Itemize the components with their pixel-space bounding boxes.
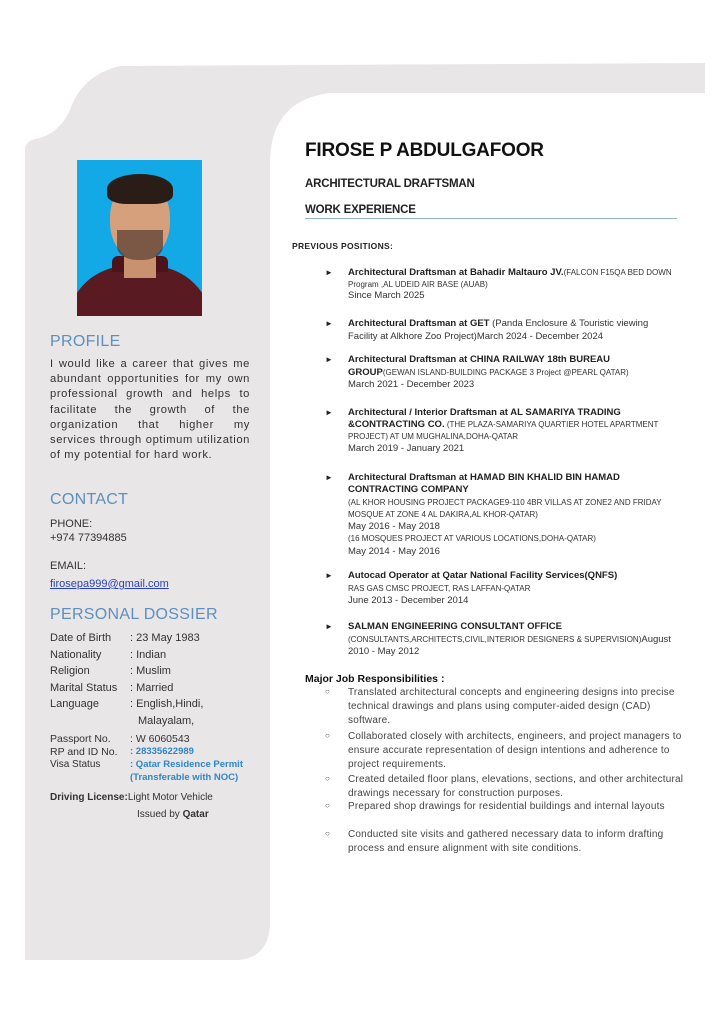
responsibility-item bbox=[325, 730, 685, 771]
dossier-section bbox=[50, 606, 250, 820]
issued-by-country: Qatar bbox=[182, 809, 209, 820]
header bbox=[305, 140, 677, 219]
triangle-bullet-icon: ► bbox=[325, 319, 333, 328]
triangle-bullet-icon: ► bbox=[325, 408, 333, 417]
dossier-value: : Qatar Residence Permit bbox=[130, 759, 243, 770]
triangle-bullet-icon: ► bbox=[325, 571, 333, 580]
job-detail: (FALCON F15QA BED DOWN Program ,AL UDEID AIR BASE (AUAB) bbox=[348, 268, 672, 289]
profile-heading: PROFILE bbox=[50, 333, 121, 350]
job-entry bbox=[325, 472, 680, 558]
dossier-value: : Muslim bbox=[130, 665, 171, 677]
job-entry bbox=[325, 570, 680, 608]
dossier-row bbox=[50, 649, 250, 666]
dossier-value: : W 6060543 bbox=[130, 733, 190, 745]
driving-license-value: Light Motor Vehicle bbox=[127, 792, 213, 803]
email-link[interactable]: firosepa999@gmail.com bbox=[50, 578, 169, 590]
dossier-key: Nationality bbox=[50, 648, 102, 661]
responsibility-item bbox=[325, 686, 685, 727]
dossier-key: Marital Status bbox=[50, 681, 118, 694]
triangle-bullet-icon: ► bbox=[325, 268, 333, 277]
triangle-bullet-icon: ► bbox=[325, 355, 333, 364]
dossier-value: Malayalam, bbox=[138, 715, 195, 727]
responsibility-item bbox=[325, 828, 685, 856]
circle-bullet-icon: ○ bbox=[325, 829, 330, 838]
dossier-key: Passport No. bbox=[50, 733, 111, 745]
dossier-row bbox=[50, 665, 250, 682]
dossier-key bbox=[50, 772, 130, 790]
phone-value: +974 77394885 bbox=[50, 532, 127, 544]
dossier-value: : 23 May 1983 bbox=[130, 632, 200, 644]
job-title: ARCHITECTURAL DRAFTSMAN bbox=[305, 178, 475, 190]
job-date: May 2016 - May 2018 bbox=[348, 521, 440, 533]
job-date: August 2010 - May 2012 bbox=[348, 633, 671, 657]
dossier-value: : 28335622989 bbox=[130, 746, 194, 757]
job-detail: (GEWAN ISLAND-BUILDING PACKAGE 3 Project @PEARL QATAR) bbox=[382, 367, 629, 377]
profile-text: I would like a career that gives me abundant opportunities for my own professional growth and helps to facilitate the growth of the organization that higher my services through optimum utilization of my potential for hard work. bbox=[50, 358, 250, 462]
job-entry bbox=[325, 354, 680, 392]
photo-hair bbox=[107, 174, 173, 204]
job-detail: RAS GAS CMSC PROJECT, RAS LAFFAN-QATAR bbox=[348, 583, 531, 593]
contact-heading: CONTACT bbox=[50, 491, 129, 508]
responsibility-text: Prepared shop drawings for residential buildings and internal layouts bbox=[348, 801, 665, 812]
responsibility-item bbox=[325, 800, 685, 814]
previous-positions-label: PREVIOUS POSITIONS: bbox=[292, 241, 394, 251]
dossier-row bbox=[50, 682, 250, 699]
triangle-bullet-icon: ► bbox=[325, 622, 333, 631]
responsibility-text: Collaborated closely with architects, engineers, and project managers to ensure accurate representation of design intentions and adherence to project requirements. bbox=[348, 731, 682, 770]
job-date: Since March 2025 bbox=[348, 290, 425, 301]
job-date: March 2019 - January 2021 bbox=[348, 443, 465, 454]
dossier-key: Language bbox=[50, 698, 99, 710]
job-entry bbox=[325, 407, 680, 455]
job-detail: (16 MOSQUES PROJECT AT VARIOUS LOCATIONS,DOHA-QATAR) bbox=[348, 534, 596, 544]
dossier-row bbox=[50, 746, 250, 759]
job-title: Architectural Draftsman at Bahadir Maltauro JV. bbox=[348, 267, 564, 278]
dossier-value: : Indian bbox=[130, 648, 167, 661]
dossier-heading: PERSONAL DOSSIER bbox=[50, 606, 218, 623]
dossier-value: : English,Hindi, bbox=[130, 698, 204, 710]
dossier-key: RP and ID No. bbox=[50, 746, 118, 758]
job-title: Architectural Draftsman at CHINA RAILWAY 18th BUREAU GROUP bbox=[348, 354, 611, 378]
driving-license-label: Driving License: bbox=[50, 792, 128, 803]
email-label: EMAIL: bbox=[50, 560, 87, 572]
dossier-row bbox=[50, 715, 250, 733]
job-detail: (CONSULTANTS,ARCHITECTS,CIVIL,INTERIOR DESIGNERS & SUPERVISION) bbox=[348, 634, 642, 644]
job-detail: (AL KHOR HOUSING PROJECT PACKAGE9-110 4BR VILLAS AT ZONE2 AND FRIDAY MOSQUE AT ZONE 4 AL DAKIRA,AL KHOR-QATAR) bbox=[348, 497, 662, 519]
contact-section bbox=[50, 491, 250, 592]
job-entry bbox=[325, 267, 680, 302]
circle-bullet-icon: ○ bbox=[325, 687, 330, 696]
dossier-row bbox=[50, 698, 250, 715]
dossier-row bbox=[50, 772, 250, 790]
job-entry bbox=[325, 318, 680, 343]
job-date: June 2013 - December 2014 bbox=[348, 595, 469, 606]
dossier-key: Date of Birth bbox=[50, 632, 112, 644]
job-detail: (Panda Enclosure & Touristic viewing Facility at Alkhore Zoo Project) bbox=[348, 318, 649, 342]
work-experience-heading: WORK EXPERIENCE bbox=[305, 204, 677, 219]
responsibilities-heading: Major Job Responsibilities : bbox=[305, 673, 445, 685]
job-title: Architectural Draftsman at HAMAD BIN KHALID BIN HAMAD CONTRACTING COMPANY bbox=[348, 472, 620, 496]
circle-bullet-icon: ○ bbox=[325, 731, 330, 740]
dossier-value: : Married bbox=[130, 681, 174, 694]
responsibility-text: Conducted site visits and gathered necessary data to inform drafting process and ensure alignment with site conditions. bbox=[348, 829, 664, 854]
job-date: March 2024 - December 2024 bbox=[476, 330, 604, 342]
circle-bullet-icon: ○ bbox=[325, 774, 330, 783]
job-date: May 2014 - May 2016 bbox=[348, 545, 440, 557]
job-title: Architectural Draftsman at GET bbox=[348, 318, 490, 329]
triangle-bullet-icon: ► bbox=[325, 473, 333, 482]
phone-label: PHONE: bbox=[50, 518, 93, 530]
profile-section bbox=[50, 333, 250, 463]
candidate-name: FIROSE P ABDULGAFOOR bbox=[305, 140, 544, 161]
issued-by bbox=[50, 809, 250, 820]
dossier-row bbox=[50, 759, 250, 772]
dossier-key: Visa Status bbox=[50, 759, 101, 770]
job-entry bbox=[325, 621, 680, 659]
issued-by-label: Issued by bbox=[137, 809, 183, 820]
dossier-key bbox=[50, 715, 130, 733]
responsibility-text: Created detailed floor plans, elevations, sections, and other architectural drawings necessary for construction purposes. bbox=[348, 774, 684, 799]
driving-license bbox=[50, 792, 250, 803]
responsibility-item bbox=[325, 773, 685, 801]
circle-bullet-icon: ○ bbox=[325, 801, 330, 810]
dossier-key: Religion bbox=[50, 665, 90, 677]
job-title: Autocad Operator at Qatar National Facility Services(QNFS) bbox=[348, 570, 618, 581]
job-title: SALMAN ENGINEERING CONSULTANT OFFICE bbox=[348, 621, 562, 632]
job-detail: (THE PLAZA-SAMARIYA QUARTIER HOTEL APARTMENT PROJECT) AT UM MUGHALINA,DOHA-QATAR bbox=[348, 420, 659, 441]
profile-photo bbox=[77, 160, 202, 316]
photo-beard bbox=[117, 230, 163, 260]
dossier-row bbox=[50, 733, 250, 746]
job-title: Architectural / Interior Draftsman at AL SAMARIYA TRADING &CONTRACTING CO. bbox=[348, 407, 621, 430]
dossier-row bbox=[50, 632, 250, 649]
job-date: March 2021 - December 2023 bbox=[348, 379, 475, 390]
dossier-value: (Transferable with NOC) bbox=[130, 772, 239, 783]
responsibility-text: Translated architectural concepts and engineering designs into precise technical drawings and plans using computer-aided design (CAD) software. bbox=[348, 687, 675, 726]
